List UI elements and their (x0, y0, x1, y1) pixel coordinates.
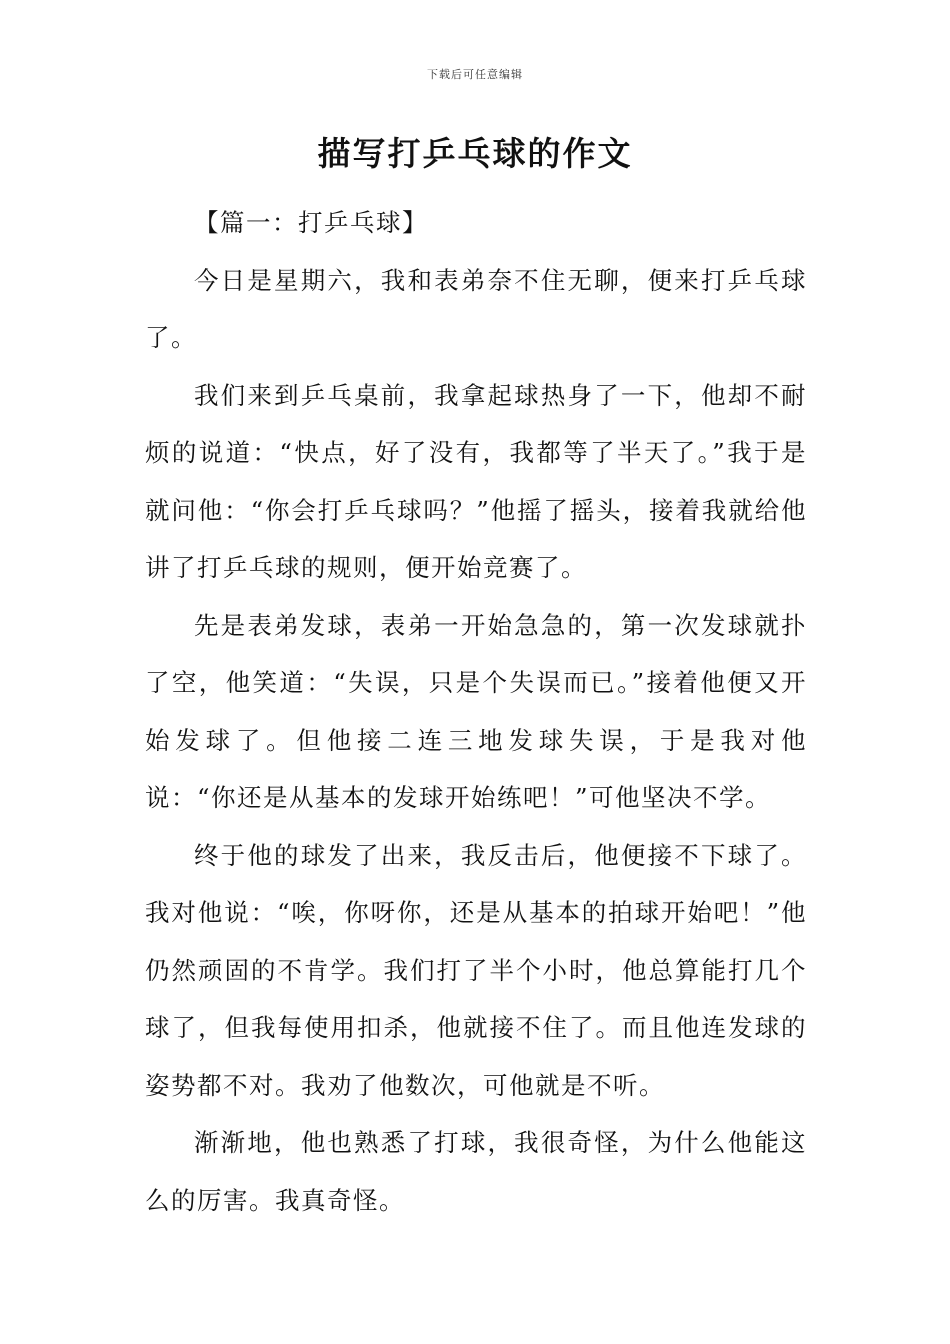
paragraph-5: 渐渐地，他也熟悉了打球，我很奇怪，为什么他能这么的厉害。我真奇怪。 (145, 1128, 807, 1215)
paragraph-4: 终于他的球发了出来，我反击后，他便接不下球了。我对他说：“唉，你呀你，还是从基本的拍球开始吧！”他仍然顽固的不肯学。我们打了半个小时，他总算能打几个球了，但我每使用扣杀，他就接不住了。而且他连发球的姿势都不对。我劝了他数次，可他就是不听。 (145, 840, 807, 1100)
header-note: 下载后可任意编辑 (427, 68, 523, 81)
paragraph-2: 我们来到乒乓桌前，我拿起球热身了一下，他却不耐烦的说道：“快点，好了没有，我都等了半天了。”我于是就问他：“你会打乒乓球吗？”他摇了摇头，接着我就给他讲了打乒乓球的规则，便开始竞赛了。 (145, 380, 807, 582)
paragraph-3: 先是表弟发球，表弟一开始急急的，第一次发球就扑了空，他笑道：“失误，只是个失误而已。”接着他便又开始发球了。但他接二连三地发球失误，于是我对他说：“你还是从基本的发球开始练吧！”可他坚决不学。 (145, 610, 807, 812)
document-body (145, 194, 807, 1229)
section-heading: 【篇一：打乒乓球】 (194, 208, 428, 237)
paragraph-1: 今日是星期六，我和表弟奈不住无聊，便来打乒乓球了。 (145, 265, 807, 352)
document-title: 描写打乒乓球的作文 (317, 134, 633, 173)
